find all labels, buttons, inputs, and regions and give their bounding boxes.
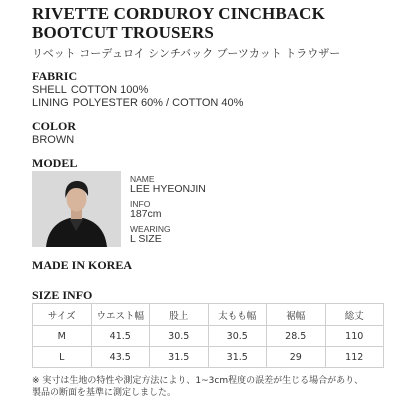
fabric-lining	[32, 97, 243, 109]
model-heading: MODEL	[32, 156, 78, 170]
measurement-note-line-2: 製品の断面を基準に測定しました。	[32, 388, 177, 398]
table-row	[33, 347, 384, 368]
size-cell: M	[33, 326, 92, 347]
fabric-shell-label: SHELL	[32, 84, 67, 96]
size-cell: 41.5	[91, 326, 150, 347]
model-photo	[32, 171, 121, 247]
table-row	[33, 326, 384, 347]
size-cell: 43.5	[91, 347, 150, 368]
fabric-shell-value: COTTON 100%	[70, 84, 149, 96]
measurement-note-line-1: ※ 実寸は生地の特性や測定方法により、1~3cm程度の誤差が生じる場合があり、	[32, 376, 364, 386]
size-cell: 112	[325, 347, 384, 368]
model-info-value: 187cm	[130, 208, 162, 220]
color-heading: COLOR	[32, 119, 77, 133]
size-cell: 31.5	[208, 347, 267, 368]
model-wearing-value: L SIZE	[130, 233, 162, 245]
origin-label: MADE IN KOREA	[32, 258, 133, 272]
product-subtitle: リベット コーデュロイ シンチバック ブーツカット トラウザー	[32, 47, 341, 60]
fabric-lining-label: LINING	[32, 97, 69, 109]
size-cell: 28.5	[267, 326, 326, 347]
fabric-heading: FABRIC	[32, 69, 78, 83]
fabric-lining-value: POLYESTER 60% / COTTON 40%	[72, 97, 244, 109]
size-cell: 30.5	[208, 326, 267, 347]
size-table	[32, 303, 384, 368]
model-photo-illustration	[32, 171, 121, 247]
fabric-shell	[32, 84, 148, 96]
size-table-header-row	[33, 304, 384, 326]
size-cell: 110	[325, 326, 384, 347]
size-col-header: 総丈	[325, 304, 384, 326]
product-title	[32, 4, 412, 42]
size-col-header: ウエスト幅	[91, 304, 150, 326]
size-col-header: サイズ	[33, 304, 92, 326]
model-info-label: INFO	[130, 199, 151, 209]
size-col-header: 裾幅	[267, 304, 326, 326]
size-cell: 31.5	[150, 347, 209, 368]
product-title-line-1: RIVETTE CORDUROY CINCHBACK	[32, 4, 325, 23]
size-info-heading: SIZE INFO	[32, 288, 93, 302]
model-name-label: NAME	[130, 174, 155, 184]
size-cell: L	[33, 347, 92, 368]
model-wearing-label: WEARING	[130, 224, 171, 234]
measurement-note	[32, 375, 363, 399]
product-title-line-2: BOOTCUT TROUSERS	[32, 23, 214, 42]
size-cell: 30.5	[150, 326, 209, 347]
size-col-header: 股上	[150, 304, 209, 326]
model-name-value: LEE HYEONJIN	[130, 183, 206, 195]
size-col-header: 太もも幅	[208, 304, 267, 326]
size-cell: 29	[267, 347, 326, 368]
color-value: BROWN	[32, 134, 75, 146]
